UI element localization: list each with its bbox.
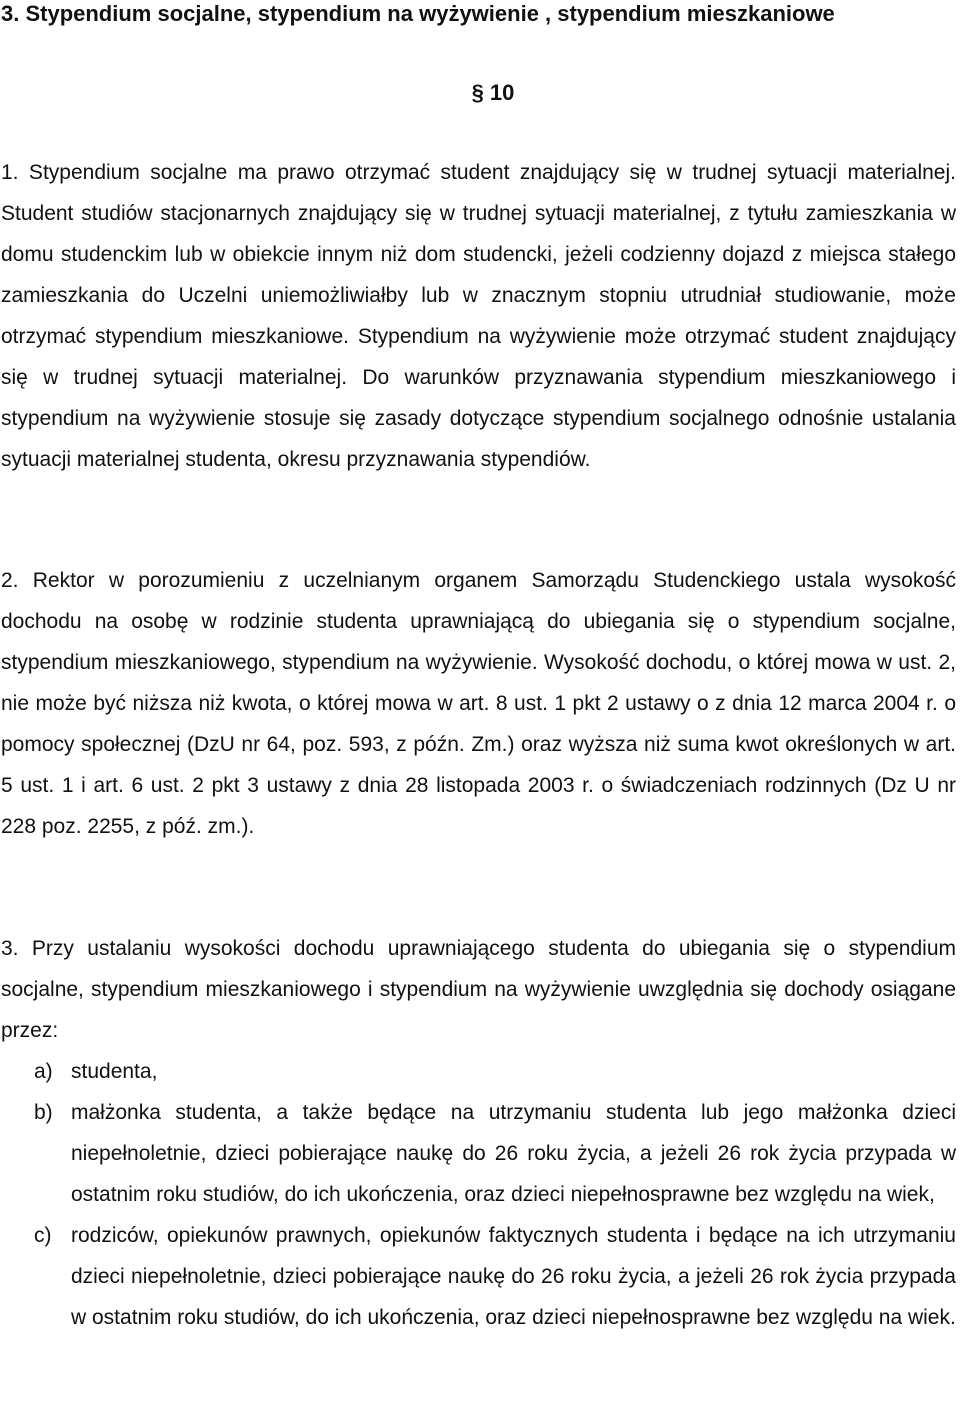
paragraph-number: § 10 <box>471 80 515 105</box>
list-item-marker: c) <box>34 1224 52 1247</box>
list-item <box>1 1215 956 1338</box>
list-item <box>1 1051 956 1092</box>
income-sources-list <box>1 1051 956 1338</box>
paragraph-3: 3. Przy ustalaniu wysokości dochodu uprawniającego studenta do ubiegania się o stypendium socjalne, stypendium mieszkaniowego i stypendium na wyżywienie uwzględnia się dochody osiągane przez: <box>1 937 956 1042</box>
paragraph-1: 1. Stypendium socjalne ma prawo otrzymać student znajdujący się w trudnej sytuacji materialnej. Student studiów stacjonarnych znajdujący się w trudnej sytuacji materialnej, z tytułu zamieszkania w domu studenckim lub w obiekcie innym niż dom studencki, jeżeli codzienny dojazd z miejsca stałego zamieszkania do Uczelni uniemożliwiałby lub w znacznym stopniu utrudniał studiowanie, może otrzymać stypendium mieszkaniowe. Stypendium na wyżywienie może otrzymać student znajdujący się w trudnej sytuacji materialnej. Do warunków przyznawania stypendium mieszkaniowego i stypendium na wyżywienie stosuje się zasady dotyczące stypendium socjalnego odnośnie ustalania sytuacji materialnej studenta, okresu przyznawania stypendiów. <box>1 161 956 471</box>
section-heading: 3. Stypendium socjalne, stypendium na wyżywienie , stypendium mieszkaniowe <box>1 1 835 26</box>
list-item-text: studenta, <box>71 1060 158 1083</box>
list-item-marker: a) <box>34 1060 53 1083</box>
list-item-text: małżonka studenta, a także będące na utrzymaniu studenta lub jego małżonka dzieci niepełnoletnie, dzieci pobierające naukę do 26 roku życia, a jeżeli 26 rok życia przypada w ostatnim roku studiów, do ich ukończenia, oraz dzieci niepełnosprawne bez względu na wiek, <box>71 1101 956 1206</box>
paragraph-2: 2. Rektor w porozumieniu z uczelnianym organem Samorządu Studenckiego ustala wysokość dochodu na osobę w rodzinie studenta uprawniającą do ubiegania się o stypendium socjalne, stypendium mieszkaniowego, stypendium na wyżywienie. Wysokość dochodu, o której mowa w ust. 2, nie może być niższa niż kwota, o której mowa w art. 8 ust. 1 pkt 2 ustawy o z dnia 12 marca 2004 r. o pomocy społecznej (DzU nr 64, poz. 593, z późn. Zm.) oraz wyższa niż suma kwot określonych w art. 5 ust. 1 i art. 6 ust. 2 pkt 3 ustawy z dnia 28 listopada 2003 r. o świadczeniach rodzinnych (Dz U nr 228 poz. 2255, z póź. zm.). <box>1 569 956 838</box>
list-item <box>1 1092 956 1215</box>
list-item-marker: b) <box>34 1101 53 1124</box>
list-item-text: rodziców, opiekunów prawnych, opiekunów faktycznych studenta i będące na ich utrzymaniu dzieci niepełnoletnie, dzieci pobierające naukę do 26 roku życia, a jeżeli 26 rok życia przypada w ostatnim roku studiów, do ich ukończenia, oraz dzieci niepełnosprawne bez względu na wiek. <box>71 1224 956 1329</box>
